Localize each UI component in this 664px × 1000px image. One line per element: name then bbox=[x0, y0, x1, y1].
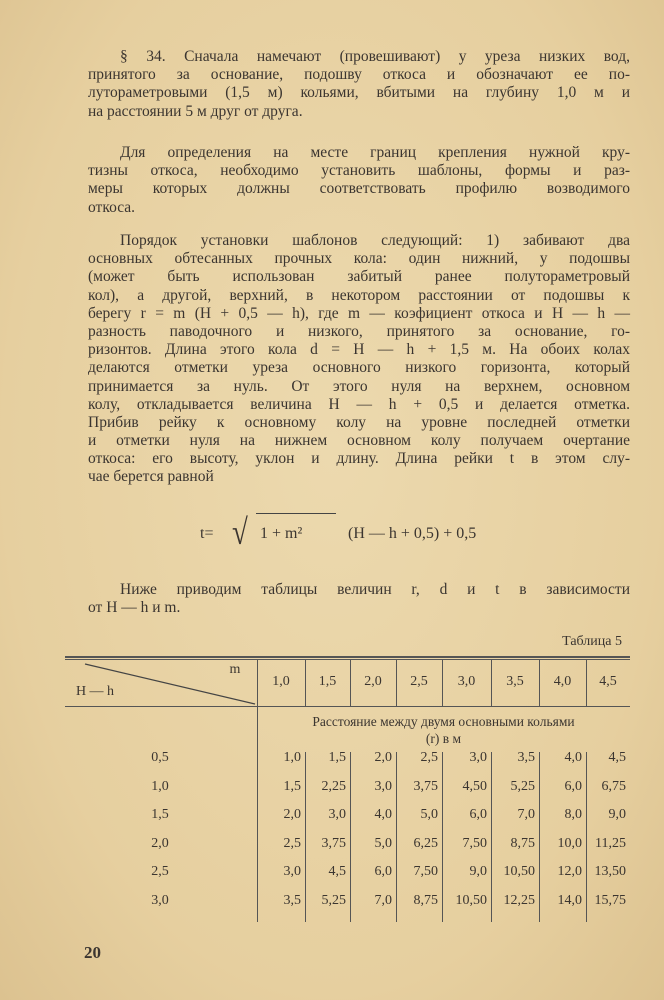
data-table bbox=[65, 656, 630, 926]
table-caption: Таблица 5 bbox=[562, 634, 622, 649]
m-value-header: 1,0 bbox=[272, 674, 290, 689]
table-cell: 10,50 bbox=[503, 864, 535, 880]
hh-value: 1,0 bbox=[151, 778, 169, 794]
table-cell: 3,0 bbox=[283, 864, 301, 880]
text-line: откоса. bbox=[88, 198, 136, 216]
table-cell: 9,0 bbox=[608, 807, 626, 823]
table-cell: 7,0 bbox=[374, 893, 392, 908]
hh-value: 0,5 bbox=[151, 750, 169, 765]
m-value-header: 4,5 bbox=[599, 674, 617, 689]
corner-hh-label: H — h bbox=[75, 684, 115, 699]
corner-m-label: m bbox=[229, 662, 241, 677]
table-cell: 4,5 bbox=[328, 864, 346, 880]
table-cell: 7,0 bbox=[517, 807, 535, 823]
text-line: лутораметровыми (1,5 м) кольями, вбитыми на глубину 1,0 м и bbox=[88, 84, 630, 102]
paragraph-3 bbox=[88, 232, 630, 487]
table-cell: 2,0 bbox=[374, 750, 392, 765]
text-line: § 34. Сначала намечают (провешивают) у уреза низких вод, bbox=[120, 48, 630, 65]
table-cell: 6,0 bbox=[564, 778, 582, 794]
page-number: 20 bbox=[84, 943, 101, 962]
table-cell: 2,25 bbox=[321, 778, 346, 794]
text-line: чае берется равной bbox=[88, 468, 214, 486]
table-cell: 4,5 bbox=[608, 750, 626, 765]
table-cell: 8,75 bbox=[413, 893, 438, 908]
paragraph-4 bbox=[88, 581, 630, 617]
table-cell: 5,0 bbox=[420, 807, 438, 823]
text-line: (может быть использован забитый ранее полутораметровый bbox=[88, 268, 630, 286]
table-cell: 3,5 bbox=[517, 750, 535, 765]
table-cell: 7,50 bbox=[413, 864, 438, 880]
table-cell: 6,0 bbox=[469, 807, 487, 823]
table-cell: 3,0 bbox=[469, 750, 487, 765]
text-line: колу, откладывается величина H — h + 0,5 и делается отметка. bbox=[88, 395, 630, 413]
m-value-header: 4,0 bbox=[553, 674, 572, 689]
text-line: ризонтов. Длина этого кола d = H — h + 1,5 м. На обоих колах bbox=[88, 341, 630, 359]
paragraph-1 bbox=[88, 48, 630, 121]
table-cell: 5,25 bbox=[510, 778, 535, 794]
paragraph-2 bbox=[88, 144, 630, 217]
table-cell: 1,5 bbox=[328, 750, 346, 765]
text-line: берегу r = m (H + 0,5 — h), где m — коэфициент откоса и H — h — bbox=[88, 304, 630, 322]
table-cell: 6,25 bbox=[413, 835, 438, 851]
table-cell: 9,0 bbox=[469, 864, 487, 880]
table-cell: 10,0 bbox=[557, 835, 582, 851]
formula-rest: (H — h + 0,5) + 0,5 bbox=[348, 525, 477, 542]
text-line: Порядок установки шаблонов следующий: 1) забивают два bbox=[120, 232, 630, 249]
table-cell: 15,75 bbox=[594, 893, 626, 908]
table-cell: 7,50 bbox=[462, 835, 487, 851]
hh-value: 2,0 bbox=[151, 835, 169, 851]
text-line: основных обтесанных прочных кола: один нижний, у подошвы bbox=[88, 250, 630, 268]
text-line: делаются отметки уреза основного низкого горизонта, который bbox=[88, 359, 630, 377]
table-cell: 5,0 bbox=[374, 835, 392, 851]
hh-value: 2,5 bbox=[151, 864, 169, 880]
table-subheader: Расстояние между двумя основными кольями bbox=[312, 714, 575, 729]
table-cell: 3,0 bbox=[374, 778, 392, 794]
formula-radicand: 1 + m² bbox=[260, 525, 303, 542]
table-cell: 13,50 bbox=[594, 864, 626, 880]
table-cell: 12,25 bbox=[503, 893, 535, 908]
m-value-header: 3,0 bbox=[457, 674, 476, 689]
table-cell: 2,5 bbox=[420, 750, 438, 765]
table-cell: 8,0 bbox=[564, 807, 582, 823]
table-cell: 3,0 bbox=[328, 807, 346, 823]
table-cell: 4,0 bbox=[374, 807, 392, 823]
table-cell: 6,0 bbox=[374, 864, 392, 880]
table-cell: 2,0 bbox=[283, 807, 301, 823]
text-line: разность паводочного и низкого, принятого за основание, го- bbox=[88, 322, 630, 340]
table-cell: 12,0 bbox=[557, 864, 582, 880]
text-line: на расстоянии 5 м друг от друга. bbox=[88, 102, 303, 120]
text-line: тизны откоса, необходимо установить шаблоны, формы и раз- bbox=[88, 162, 630, 180]
m-value-header: 1,5 bbox=[318, 674, 337, 689]
table-cell: 4,0 bbox=[564, 750, 582, 765]
table-cell: 5,25 bbox=[321, 893, 346, 908]
table-cell: 10,50 bbox=[455, 893, 487, 908]
table-cell: 8,75 bbox=[510, 835, 535, 851]
text-line: откоса: его высоту, уклон и длину. Длина рейки t в этом слу- bbox=[88, 450, 630, 468]
table-cell: 6,75 bbox=[601, 778, 626, 794]
formula-lhs: t= bbox=[200, 525, 214, 542]
hh-value: 3,0 bbox=[151, 893, 169, 908]
table-cell: 4,50 bbox=[462, 778, 487, 794]
m-value-header: 2,0 bbox=[364, 674, 382, 689]
table-cell: 1,0 bbox=[283, 750, 301, 765]
table-cell: 3,75 bbox=[321, 835, 346, 851]
hh-value: 1,5 bbox=[151, 807, 169, 823]
text-line: меры которых должны соответствовать профилю возводимого bbox=[88, 180, 630, 198]
text-line: Ниже приводим таблицы величин r, d и t в зависимости bbox=[120, 581, 630, 598]
text-line: принимается за нуль. От этого нуля на верхнем, основном bbox=[88, 377, 630, 395]
text-line: и отметки нуля на нижнем основном колу получаем очертание bbox=[88, 432, 630, 450]
table-cell: 3,5 bbox=[283, 893, 301, 908]
text-line: кол), а другой, верхний, в некотором расстоянии от подошвы к bbox=[88, 286, 630, 304]
table-cell: 3,75 bbox=[413, 778, 438, 794]
table-cell: 1,5 bbox=[283, 778, 301, 794]
m-value-header: 3,5 bbox=[506, 674, 524, 689]
table-cell: 2,5 bbox=[283, 835, 301, 851]
text-line: Для определения на месте границ крепления нужной кру- bbox=[120, 144, 630, 161]
m-value-header: 2,5 bbox=[410, 674, 428, 689]
table-subheader-unit: (r) в м bbox=[425, 731, 462, 746]
table-cell: 11,25 bbox=[595, 835, 626, 851]
text-line: от H — h и m. bbox=[88, 599, 181, 617]
text-line: принятого за основание, подошву откоса и обозначают ее по- bbox=[88, 66, 630, 84]
radical-sign: √ bbox=[231, 512, 248, 552]
table-cell: 14,0 bbox=[557, 893, 582, 908]
text-line: Прибив рейку к основному колу на уровне последней отметки bbox=[88, 413, 630, 431]
